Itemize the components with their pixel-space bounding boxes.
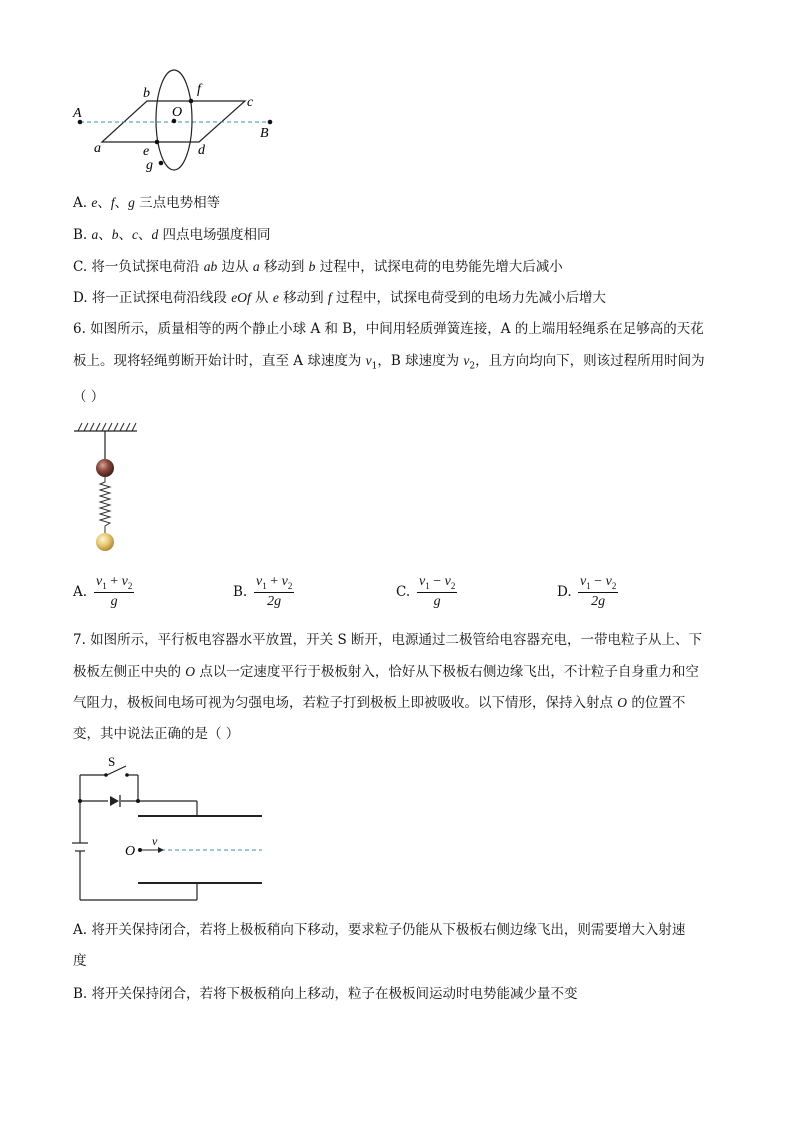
label-B: B [260,126,269,141]
label-d: d [198,143,205,158]
q6-option-d-fraction: $\frac{v_1 - v_2}{2g}$ [580,574,617,609]
q7-option-a-line1: A. 将开关保持闭合，若将上极板稍向下移动，要求粒子仍能从下极板右侧边缘飞出，则需要增大入射速 [73,922,686,938]
q7-stem-line4: 变，其中说法正确的是（ ） [73,726,240,742]
velocity-arrowhead-icon [158,847,164,853]
q6-option-a-fraction: $\frac{v_1 + v_2}{g}$ [96,574,133,609]
label-v: v [152,834,158,848]
q6-stem-line2: 板上。现将轻绳剪断开始计时，直至 A 球速度为 $v_1$，B 球速度为 $v_2$，且方向均向下，则该过程所用时间为 [73,353,705,372]
junction-dot [78,799,82,803]
junction-dot [136,799,140,803]
q5-option-b: B. a、b、c、d 四点电场强度相同 [73,227,271,243]
label-f: f [197,82,201,97]
label-e: e [143,144,150,159]
label-b: b [143,86,150,101]
diode-icon [110,796,119,806]
q6-option-b-label: B. [233,584,248,600]
label-g: g [146,158,153,173]
label-S: S [108,754,116,769]
q6-option-a-label: A. [73,584,88,600]
label-O: O [125,844,136,859]
point-O-entry [138,848,142,852]
label-a: a [94,141,101,156]
label-A: A [73,106,82,121]
q7-option-a-line2: 度 [73,953,87,969]
switch-contact-dot [125,773,129,777]
q5-option-c: C. 将一负试探电荷沿 ab 边从 a 移动到 b 过程中，试探电荷的电势能先增大后减小 [73,259,563,275]
label-c: c [247,95,254,110]
q5-option-a: A. e、f、g 三点电势相等 [73,195,221,211]
q6-option-b-fraction: $\frac{v_1 + v_2}{2g}$ [256,574,293,609]
q6-answer-bracket: （ ） [73,389,105,405]
label-O: O [172,105,183,120]
q6-option-c-fraction: $\frac{v_1 - v_2}{g}$ [419,574,456,609]
q6-stem-line1: 6. 如图所示，质量相等的两个静止小球 A 和 B，中间用轻质弹簧连接，A 的上端用轻绳系在足够高的天花 [73,321,704,337]
switch-pivot-dot [104,773,108,777]
q6-option-c-label: C. [396,584,411,600]
q7-stem-line3: 气阻力，极板间电场可视为匀强电场，若粒子打到极板上即被吸收。以下情形，保持入射点 O 的位置不 [73,695,686,711]
q6-option-d-label: D. [557,584,572,600]
q5-option-d: D. 将一正试探电荷沿线段 eOf 从 e 移动到 f 过程中，试探电荷受到的电场力先减小后增大 [73,290,606,306]
q7-option-b: B. 将开关保持闭合，若将下极板稍向上移动，粒子在极板间运动时电势能减少量不变 [73,986,578,1002]
q7-stem-line2: 极板左侧正中央的 O 点以一定速度平行于极板射入，恰好从下极板右侧边缘飞出，不计粒子自身重力和空 [73,664,699,680]
q7-stem-line1: 7. 如图所示，平行板电容器水平放置，开关 S 断开，电源通过二极管给电容器充电，一带电粒子从上、下 [73,632,703,648]
